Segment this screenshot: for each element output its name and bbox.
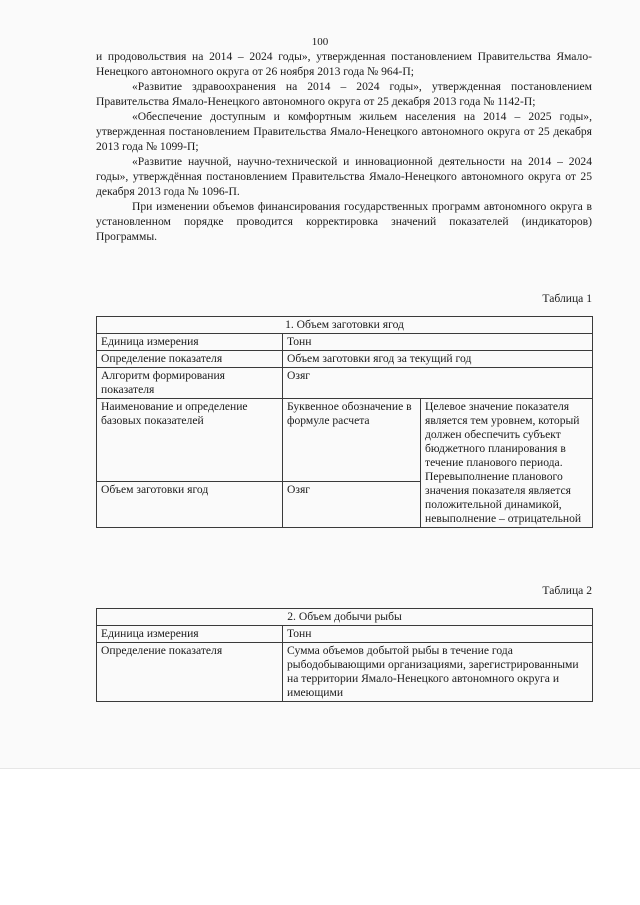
table2-definition-label: Определение показателя [97, 643, 283, 702]
body-text [96, 49, 592, 244]
paragraph: «Развитие здравоохранения на 2014 – 2024 годы», утвержденная постановлением Правительства Ямало-Ненецкого автономного округа от 25 декабря 2013 года № 1142-П; [96, 80, 592, 108]
paragraph: «Обеспечение доступным и комфортным жильем населения на 2014 – 2025 годы», утвержденная постановлением Правительства Ямало-Ненецкого автономного округа от 25 декабря 2013 года № 1099-П; [96, 110, 592, 153]
page-number: 100 [311, 36, 329, 48]
table1-unit-value: Тонн [283, 334, 593, 351]
paragraph: При изменении объемов финансирования государственных программ автономного округа в установленном порядке проводится корректировка значений показателей (индикаторов) Программы. [96, 200, 592, 243]
table2-title: 2. Объем добычи рыбы [97, 609, 593, 626]
paragraph: «Развитие научной, научно-технической и инновационной деятельности на 2014 – 2024 годы», утверждённая постановлением Правительства Ямало-Ненецкого автономного округа от 25 декабря 2013 года № 1096-П. [96, 155, 592, 198]
table1-unit-label: Единица измерения [97, 334, 283, 351]
table1-target-text: Целевое значение показателя является тем уровнем, который должен обеспечить субъект бюджетного планирования в течение планового периода. Перевыполнение планового значения показателя является положительной динамикой, невыполнение – отрицательной [421, 399, 593, 528]
table1-caption: Таблица 1 [542, 292, 592, 305]
table1-base-name-header: Наименование и определение базовых показателей [97, 399, 283, 482]
table2 [96, 608, 593, 702]
table1 [96, 316, 593, 528]
table1-definition-value: Объем заготовки ягод за текущий год [283, 351, 593, 368]
table2-unit-label: Единица измерения [97, 626, 283, 643]
table1-definition-label: Определение показателя [97, 351, 283, 368]
table1-row-name: Объем заготовки ягод [97, 482, 283, 528]
table2-caption: Таблица 2 [542, 584, 592, 597]
table1-row-letter: Озяг [283, 482, 421, 528]
table2-definition-value: Сумма объемов добытой рыбы в течение года рыбодобывающими организациями, зарегистрированными на территории Ямало-Ненецкого автономного округа и имеющими [283, 643, 593, 702]
table2-unit-value: Тонн [283, 626, 593, 643]
table1-title: 1. Объем заготовки ягод [97, 317, 593, 334]
table1-algorithm-label: Алгоритм формирования показателя [97, 368, 283, 399]
table1-letter-header: Буквенное обозначение в формуле расчета [283, 399, 421, 482]
paragraph: и продовольствия на 2014 – 2024 годы», утвержденная постановлением Правительства Ямало-Ненецкого автономного округа от 26 ноября 2013 года № 964-П; [96, 50, 592, 78]
table1-algorithm-value: Озяг [283, 368, 593, 399]
